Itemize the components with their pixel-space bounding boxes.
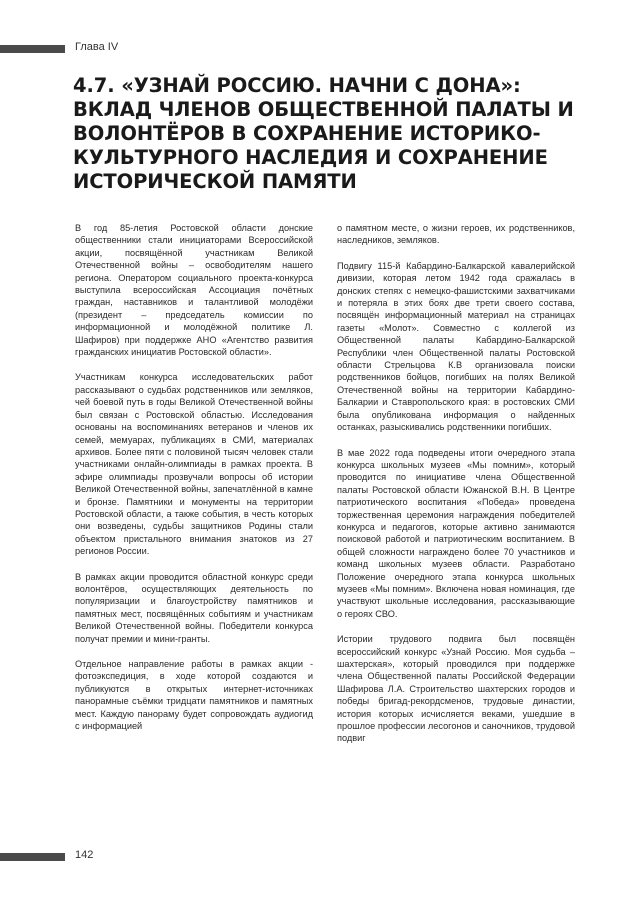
paragraph: В мае 2022 года подведены итоги очередного этапа конкурса школьных музеев «Мы помним», который проводится по инициативе члена Общественной палаты Ростовской области Южанской В.Н. В Центре патриотического воспитания «Победа» проведена торжественная церемония награждения победителей конкурса и педагогов, которые активно занимаются поисковой работой и патриотическим воспитанием. В общей сложности награждено более 70 участников и команд школьных музеев области. Разработано Положение очередного этапа конкурса школьных музеев «Мы помним». Включена новая номинация, где участвуют школьные исследования, рассказывающие о героях СВО.: [337, 447, 575, 619]
chapter-marker-bar: [0, 45, 65, 53]
paragraph: Истории трудового подвига был посвящён всероссийский конкурс «Узнай Россию. Моя судьба – шахтерская», который проводился при поддержке члена Общественной палаты Российской Федерации Шафирова Л.А. Строительство шахтерских городов и победы бригад-рекордсменов, трудовые династии, история которых исчисляется веками, ушедшие в прошлое профессии лесогонов и саночников, трудовой подвиг: [337, 634, 575, 744]
section-title: 4.7. «УЗНАЙ РОССИЮ. НАЧНИ С ДОНА»: ВКЛАД ЧЛЕНОВ ОБЩЕСТВЕННОЙ ПАЛАТЫ И ВОЛОНТЁРОВ В СОХРАНЕНИЕ ИСТОРИКО-КУЛЬТУРНОГО НАСЛЕДИЯ И СОХРАНЕНИЕ ИСТОРИЧЕСКОЙ ПАМЯТИ: [73, 74, 574, 193]
paragraph: Отдельное направление работы в рамках акции - фотоэкспедиция, в ходе которой создаются и публикуются в открытых интернет-источниках панорамные съёмки тридцати памятников и памятных мест. Каждую панораму будет сопровождать аудиогид с информацией: [75, 659, 313, 732]
paragraph: Подвигу 115-й Кабардино-Балкарской кавалерийской дивизии, которая летом 1942 года сражалась в донских степях с немецко-фашистскими захватчиками и потеряла в этих боях две трети своего состава, посвящён информационный материал на страницах газеты «Молот». Совместно с коллегой из Общественной палаты Кабардино-Балкарской Республики член Общественной палаты Ростовской области Стрельцова К.В организовала поиски родственников бойцов, погибших на полях Великой Отечественной войны на территории Кабардино-Балкарии и Ставропольского края: в ростовских СМИ была опубликована информация о найденных останках, разыскивались родственники погибших.: [337, 260, 575, 433]
right-column: [337, 222, 575, 862]
paragraph: Участникам конкурса исследовательских работ рассказывают о судьбах родственников или земляков, чей боевой путь в годы Великой Отечественной войны был связан с Ростовской областью. Исследования основаны на воспоминаниях ветеранов и членов их семей, мемуарах, публикациях в СМИ, материалах архивов. Более пяти с половиной тысяч человек стали участниками онлайн-олимпиады в рамках проекта. В эфире олимпиады прозвучали вопросы об истории Великой Отечественной войны, запечатлённой в камне и бронзе. Памятники и монументы на территории Ростовской области, а также события, в честь которых они возведены, судьбы защитников Родины стали объектом пристального внимания знатоков из 27 регионов России.: [75, 372, 313, 557]
chapter-label: Глава IV: [75, 41, 119, 53]
article-body: [75, 222, 575, 862]
page-number: 142: [75, 849, 94, 861]
paragraph: В рамках акции проводится областной конкурс среди волонтёров, осуществляющих деятельность по популяризации и благоустройству памятников и памятных мест, посвящённых событиям и участникам Великой Отечественной войны. Победители конкурса получат премии и мини-гранты.: [75, 571, 313, 644]
left-column: [75, 222, 313, 862]
paragraph: о памятном месте, о жизни героев, их родственников, наследников, земляков.: [337, 223, 575, 246]
paragraph: В год 85-летия Ростовской области донские общественники стали инициаторами Всероссийской акции, посвящённой участникам Великой Отечественной войны – освободителям нашего региона. Оператором социального проекта-конкурса выступила всероссийская Ассоциация почётных граждан, наставников и талантливой молодёжи (президент – председатель комиссии по информационной и молодёжной политике Л. Шафиров) при поддержке АНО «Агентство развития гражданских инициатив Ростовской области».: [75, 223, 313, 358]
page-number-marker-bar: [0, 853, 65, 861]
